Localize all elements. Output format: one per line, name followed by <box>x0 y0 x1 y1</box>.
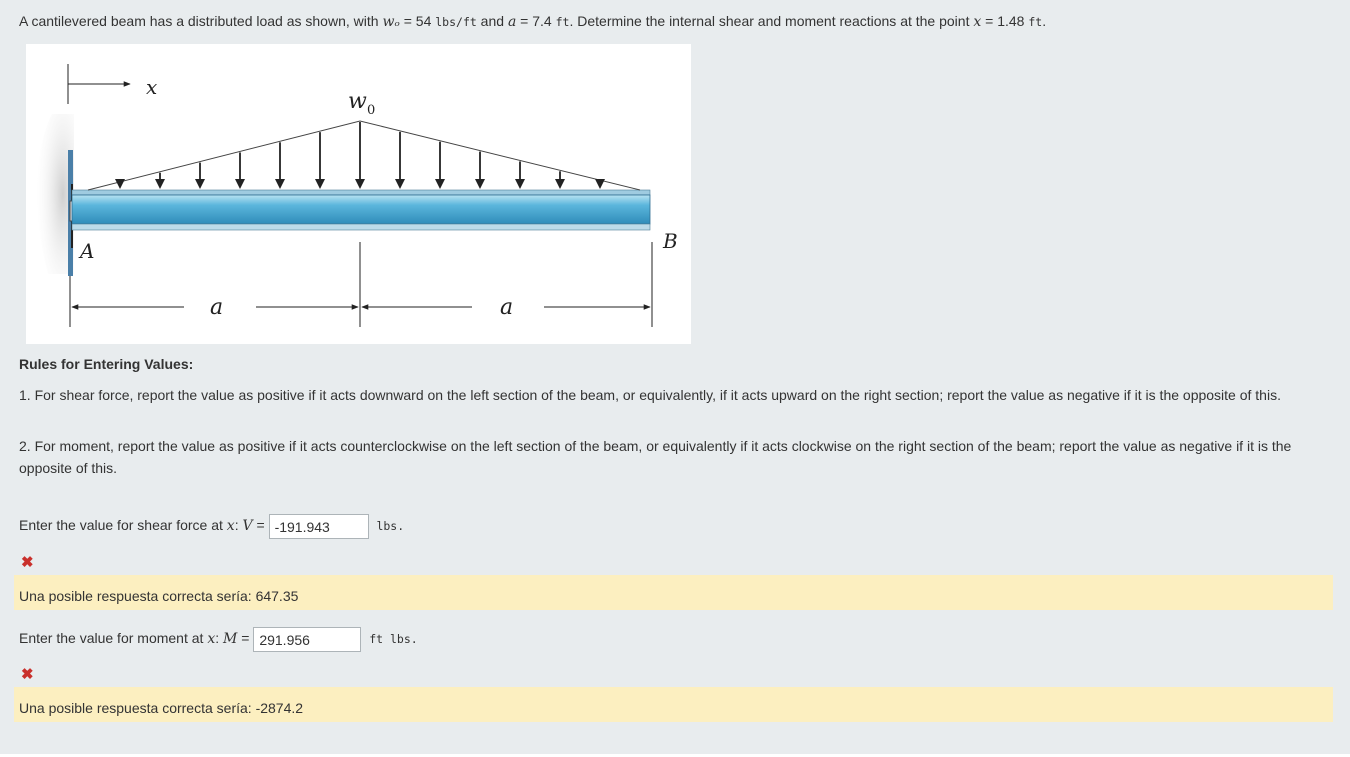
beam-figure <box>26 44 691 344</box>
load-arrow-head <box>515 179 525 189</box>
load-arrow-head <box>435 179 445 189</box>
moment-prompt: Enter the value for moment at <box>19 630 208 647</box>
shear-entry-row: Enter the value for shear force at x: V = -191.943 lbs. <box>19 514 404 539</box>
rule-moment: 2. For moment, report the value as positive if it acts counterclockwise on the left section of the beam, or equivalently if it acts clockwise on the right section of the beam; report the value as negative if it is the opposite of this. <box>19 438 1292 476</box>
load-arrow-head <box>555 179 565 189</box>
load-arrow-head <box>275 179 285 189</box>
load-arrow-head <box>475 179 485 189</box>
load-arrow-head <box>115 179 125 189</box>
question-text: A cantilevered beam has a distributed load as shown, with wₒ = 54 lbs/ft and a = 7.4 ft. Determine the internal shear and moment reactions at the point x = 1.48 ft. <box>19 13 1047 30</box>
shear-incorrect-icon: ✖ <box>21 554 34 571</box>
beam-diagram <box>26 44 691 344</box>
load-arrow-head <box>315 179 325 189</box>
shear-feedback: Una posible respuesta correcta sería: 647.35 <box>14 575 1333 610</box>
dimension-a-left: a <box>210 295 224 320</box>
dimension-lines <box>70 242 652 327</box>
point-b-label: B <box>663 229 678 253</box>
point-a-label: A <box>80 239 95 263</box>
load-arrow-head <box>195 179 205 189</box>
moment-unit: ft lbs. <box>369 632 418 647</box>
shear-input[interactable]: -191.943 <box>269 514 369 539</box>
moment-incorrect-icon: ✖ <box>21 666 34 683</box>
load-intensity-subscript: 0 <box>367 103 376 118</box>
moment-input[interactable]: 291.956 <box>253 627 361 652</box>
load-arrow-head <box>395 179 405 189</box>
distributed-load <box>88 89 640 190</box>
rule-shear: 1. For shear force, report the value as positive if it acts downward on the left section of the beam, or equivalently, if it acts upward on the right section; report the value as negative if it is the opposite of this. <box>19 387 1281 403</box>
dimension-a-right: a <box>500 295 514 320</box>
shear-unit: lbs. <box>376 519 405 534</box>
shear-prompt: Enter the value for shear force at <box>19 517 227 534</box>
moment-entry-row: Enter the value for moment at x: M = 291.956 ft lbs. <box>19 627 418 652</box>
moment-feedback: Una posible respuesta correcta sería: -2874.2 <box>14 687 1333 722</box>
x-axis-label: x <box>146 75 158 99</box>
load-arrow-head <box>155 179 165 189</box>
load-arrow-head <box>595 179 605 189</box>
beam <box>72 190 650 230</box>
load-intensity-label: w <box>348 89 367 114</box>
load-arrow-head <box>355 179 365 189</box>
load-arrow-head <box>235 179 245 189</box>
x-axis-indicator <box>68 64 157 104</box>
rules-heading: Rules for Entering Values: <box>19 356 194 372</box>
